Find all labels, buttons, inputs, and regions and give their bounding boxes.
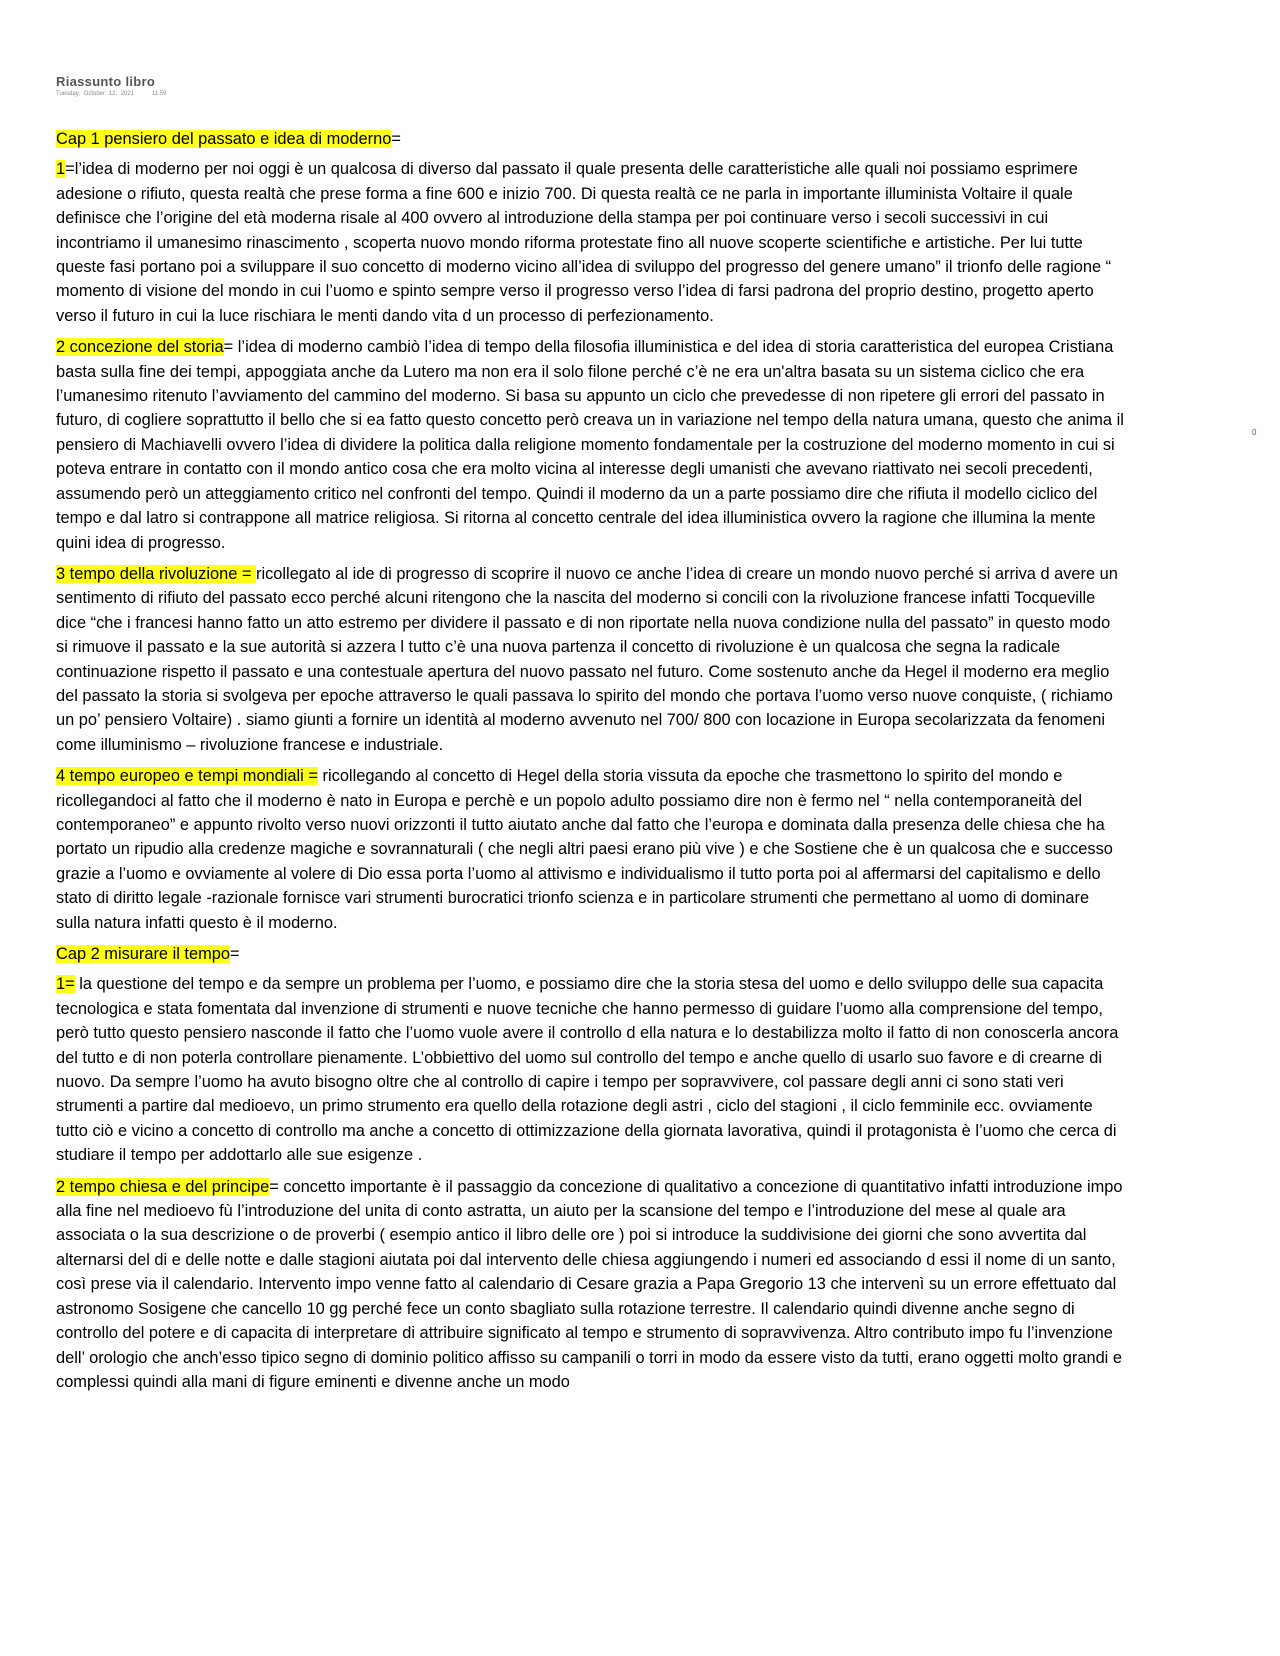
highlighted-text: 3 tempo della rivoluzione = [56, 564, 256, 583]
paragraph-text: = concetto importante è il passaggio da concezione di qualitativo a concezione di quantitativo infatti introduzione impo alla fine nel medioevo fù l’introduzione del unita di conto astratta, un aiuto per la scansione del tempo e l’introduzione del mese al quale ara associata o la sua descrizione o de proverbi ( esempio antico il libro delle ore ) poi si introduce la suddivisione dei giorni che sono avvertita dal alternarsi del di e delle notte e dalle stagioni aiutata poi dal intervento delle chiesa aggiungendo i numeri ed associando d essi il nome di un santo, così prese via il calendario. Intervento impo venne fatto al calendario di Cesare grazia a Papa Gregorio 13 che intervenì su un errore effettuato dal astronomo Sosigene che cancello 10 gg perché fece un conto sbagliato sulla rotazione terrestre. Il calendario quindi divenne anche segno di controllo del potere e di capacita di interpretare di attribuire significato al tempo e strumento di sopravvivenza. Altro contributo impo fu l’invenzione dell’ orologio che anch’esso tipico segno di dominio politico affisso su campanili o torri in modo da essere visto da tutti, erano oggetti molto grandi e complessi quindi alla mani di figure eminenti e divenne anche un modo [56, 1177, 1123, 1391]
paragraph-1-2 [56, 335, 1126, 555]
highlighted-text: Cap 1 pensiero del passato e idea di moderno [56, 130, 392, 148]
highlighted-text: 2 tempo chiesa e del principe [56, 1177, 270, 1196]
chapter-2-heading [56, 942, 1126, 966]
paragraph-text: =l’idea di moderno per noi oggi è un qualcosa di diverso dal passato il quale presenta delle caratteristiche alle quali noi possiamo esprimere adesione o rifiuto, questa realtà che prese forma a fine 600 e inizio 700. Di questa realtà ce ne parla in importante illuminista Voltaire il quale definisce che l’origine del età moderna risale al 400 ovvero al introduzione della stampa per poi continuare verso i secoli successivi in cui incontriamo il umanesimo rinascimento , scoperta nuovo mondo riforma protestate fino all nuove scoperte scientifiche e artistiche. Per lui tutte queste fasi portano poi a sviluppare il suo concetto di moderno vicino all’idea di sviluppo del progresso del genere umano” il trionfo delle ragione “ momento di visione del mondo in cui l’uomo e spinto sempre verso il progresso verso l’idea di farsi padrona del proprio destino, progetto aperto verso il futuro in cui la luce rischiara le menti dando vita d un processo di perfezionamento. [56, 160, 1112, 325]
paragraph-text: = [391, 130, 401, 148]
highlighted-text: 4 tempo europeo e tempi mondiali = [56, 767, 318, 786]
highlighted-text: 1= [56, 975, 75, 994]
paragraph-2-2 [56, 1175, 1126, 1395]
chapter-1-heading [56, 127, 1126, 151]
note-body[interactable] [56, 127, 1126, 1394]
note-title: Riassunto libro [56, 74, 156, 89]
side-marker: 0 [1252, 428, 1257, 437]
paragraph-2-1 [56, 972, 1126, 1167]
note-time: 11:59 [151, 91, 167, 97]
paragraph-text: = [230, 945, 240, 963]
highlighted-text: 2 concezione del storia [56, 338, 224, 357]
highlighted-text: 1 [56, 160, 66, 179]
highlighted-text: Cap 2 misurare il tempo [56, 945, 230, 963]
paragraph-text: = l’idea di moderno cambiò l’idea di tempo della filosofia illuministica e del idea di storia caratteristica del europea Cristiana basta sulla fine dei tempi, appoggiata anche da Lutero ma non era il solo filone perché c’è ne era un'altra basata su un sistema ciclico che era l’umanesimo ritenuto l’avviamento del cammino del moderno. Si basa su appunto un ciclo che prevedesse di non ripetere gli errori del passato in futuro, di cogliere soprattutto il bello che si ea fatto questo concetto però creava un in variazione nel tempo della natura umana, questo che anima il pensiero di Machiavelli ovvero l’idea di dividere la politica dalla religione momento fondamentale per la costruzione del moderno momento in cui si poteva entrare in contatto con il mondo antico cosa che era molto vicina al interesse degli umanisti che avevano riattivato nei secoli precedenti, assumendo però un atteggiamento critico nel confronti del tempo. Quindi il moderno da un a parte possiamo dire che rifiuta il modello ciclico del tempo e dal latro si contrappone all matrice religiosa. Si ritorna al concetto centrale del idea illuministica ovvero la ragione che illumina la mente quini idea di progresso. [56, 338, 1124, 552]
note-date: Tuesday, October 12, 2021 [56, 91, 135, 97]
paragraph-1-1 [56, 157, 1126, 328]
paragraph-text: ricollegato al ide di progresso di scoprire il nuovo ce anche l’idea di creare un mondo nuovo perché si arriva d avere un sentimento di rifiuto del passato ecco perché alcuni ritengono che la nascita del moderno si concili con la rivoluzione francese infatti Tocqueville dice “che i francesi hanno fatto un atto estremo per dividere il passato e di non riportate nella nuova condizione nulla del passato” in questo modo si rimuove il passato e la sue autorità si azzera l tutto c’è una nuova partenza il concetto di rivoluzione è un qualcosa che segna la radicale continuazione rispetto il passato e una contestuale apertura del nuovo passato nel futuro. Come sostenuto anche da Hegel il moderno era meglio del passato la storia si svolgeva per epoche attraverso le quali passava lo spirito del mondo che portava l’uomo verso nuove conquiste, ( richiamo un po’ pensiero Voltaire) . siamo giunti a fornire un identità al moderno avvenuto nel 700/ 800 con locazione in Europa secolarizzata da fenomeni come illuminismo – rivoluzione francese e industriale. [56, 564, 1118, 754]
note-timestamp [56, 91, 1126, 97]
paragraph-1-4 [56, 764, 1126, 935]
paragraph-text: ricollegando al concetto di Hegel della storia vissuta da epoche che trasmettono lo spirito del mondo e ricollegandoci al fatto che il moderno è nato in Europa e perchè e un popolo adulto possiamo dire non è fermo nel “ nella contemporaneità del contemporaneo” e appunto rivolto verso nuovi orizzonti il tutto aiutato anche dal fatto che l’europa e dominata dalla presenza delle chiesa che ha portato un ripudio alla credenze magiche e sovrannaturali ( che negli altri paesi erano più vive ) e che Sostiene che è un qualcosa che e successo grazie a l’uomo e ovviamente al volere di Dio essa porta l’uomo al attivismo e individualismo il tutto porta poi al affermarsi del capitalismo e dello stato di diritto legale -razionale fornisce vari strumenti burocratici trionfo scienza e in particolare strumenti che permettano al uomo di dominare sulla natura infatti questo è il moderno. [56, 767, 1113, 932]
note-page [56, 74, 1126, 1401]
paragraph-text: la questione del tempo e da sempre un problema per l’uomo, e possiamo dire che la storia stesa del uomo e dello sviluppo delle sua capacita tecnologica e stata fomentata dal invenzione di strumenti e nuove tecniche che hanno permesso di guidare l’uomo alla comprensione del tempo, però tutto questo pensiero nasconde il fatto che l’uomo vuole avere il controllo d ella natura e lo destabilizza molto il fatto di non conoscerla ancora del tutto e di non poterla controllare pienamente. L’obbiettivo del uomo sul controllo del tempo e anche quello di usarlo suo favore e di crearne di nuovo. Da sempre l’uomo ha avuto bisogno oltre che al controllo di capire i tempo per sopravvivere, col passare degli anni ci sono stati veri strumenti a partire dal medioevo, un primo strumento era quello della rotazione degli astri , ciclo del stagioni , il ciclo femminile ecc. ovviamente tutto ciò e vicino a concetto di controllo ma anche a concetto di ottimizzazione della giornata lavorativa, quindi il protagonista è l’uomo che cerca di studiare il tempo per addottarlo alle sue esigenze . [56, 975, 1119, 1165]
paragraph-1-3 [56, 562, 1126, 757]
